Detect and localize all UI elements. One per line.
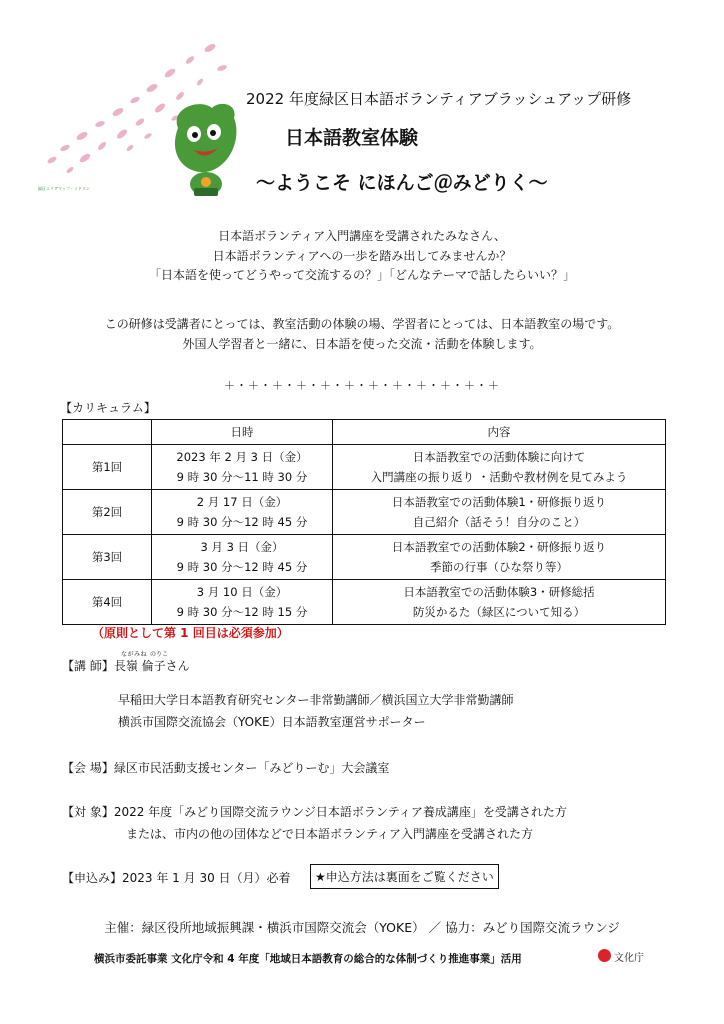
round-cell: 第1回 [63, 445, 152, 490]
content-line: 防災かるた（緑区について知る） [412, 605, 586, 619]
time-text: 9 時 30 分～11 時 30 分 [176, 470, 308, 484]
page-subtitle: ～ようこそ にほんご＠みどりく～ [256, 172, 548, 194]
content-cell [333, 490, 666, 535]
date-cell [152, 580, 333, 625]
content-line: 日本語教室での活動体験1・研修振り返り [391, 495, 607, 509]
intro-paragraph [0, 227, 724, 286]
bunkacho-logo-mark-icon [598, 949, 611, 962]
lecturer-affiliation: 早稲田大学日本語教育研究センター非常勤講師／横浜国立大学非常勤講師 [118, 693, 514, 707]
apply-method-box: ★申込方法は裏面をご覧ください [310, 864, 499, 889]
venue-label: 【会 場】 [62, 761, 114, 775]
date-cell [152, 445, 333, 490]
lecturer-name: 長嶺 倫子さん [113, 659, 190, 673]
small-logo-text: 緑区エリアマップ・ミドリン [38, 186, 90, 191]
bunkacho-logo-text: 文化庁 [614, 953, 644, 964]
date-cell [152, 490, 333, 535]
content-cell [333, 580, 666, 625]
date-text: 3 月 3 日（金） [200, 540, 284, 554]
venue-row [62, 759, 389, 776]
table-header-cell: 日時 [152, 420, 333, 445]
content-cell [333, 445, 666, 490]
commission-line: 横浜市委託事業 文化庁令和 4 年度「地域日本語教育の総合的な体制づくり推進事業」活用 [94, 953, 522, 965]
purpose-line: 外国人学習者と一緒に、日本語を使った交流・活動を体験します。 [182, 336, 542, 351]
curriculum-table [62, 419, 666, 625]
intro-line: 「日本語を使ってどうやって交流するの？」「どんなテーマで話したらいい？」 [148, 268, 575, 282]
round-cell: 第3回 [63, 535, 152, 580]
table-row [63, 445, 666, 490]
apply-deadline: 2023 年 1 月 30 日（月）必着 [122, 871, 291, 885]
intro-line: 日本語ボランティア入門講座を受講されたみなさん、 [218, 229, 506, 243]
content-line: 日本語教室での活動体験に向けて [412, 450, 586, 464]
lecturer-ruby-given: のりこ [150, 651, 169, 658]
content-line: 日本語教室での活動体験3・研修総括 [403, 585, 595, 599]
lecturer-label: 【講 師】 [62, 659, 114, 673]
green-mascot-character-illustration [160, 98, 242, 198]
table-row [63, 535, 666, 580]
curriculum-label: 【カリキュラム】 [60, 401, 156, 415]
content-line: 季節の行事（ひな祭り等） [430, 560, 568, 574]
table-row [63, 580, 666, 625]
table-row [63, 490, 666, 535]
date-text: 2 月 17 日（金） [196, 495, 288, 509]
lecturer-row [62, 657, 190, 674]
round-cell: 第4回 [63, 580, 152, 625]
lecturer-ruby-family: ながみね [121, 651, 148, 658]
table-header-row [63, 420, 666, 445]
apply-label: 【申込み】 [62, 871, 123, 885]
page-title: 日本語教室体験 [285, 127, 419, 149]
purpose-line: この研修は受講者にとっては、教室活動の体験の場、学習者にとっては、日本語教室の場です。 [104, 317, 620, 331]
content-line: 自己紹介（話そう！自分のこと） [412, 515, 586, 529]
apply-row [62, 869, 291, 886]
bunkacho-logo [598, 948, 652, 964]
round-cell: 第2回 [63, 490, 152, 535]
time-text: 9 時 30 分～12 時 45 分 [176, 515, 308, 529]
venue-text: 緑区市民活動支援センター「みどりーむ」大会議室 [113, 761, 390, 775]
date-text: 3 月 10 日（金） [196, 585, 288, 599]
organizers-line: 主催：緑区役所地域振興課・横浜市国際交流会（YOKE） ／ 協力：みどり国際交流ラウンジ [104, 920, 620, 935]
lecturer-affiliation: 横浜市国際交流協会（YOKE）日本語教室運営サポーター [118, 715, 426, 729]
date-text: 2023 年 2 月 3 日（金） [176, 450, 308, 464]
time-text: 9 時 30 分～12 時 15 分 [176, 605, 308, 619]
target-row [62, 803, 567, 820]
mandatory-note: （原則として第 1 回目は必須参加） [92, 626, 289, 640]
decorative-divider: ＋・＋・＋・＋・＋・＋・＋・＋・＋・＋・＋・＋ [224, 379, 500, 392]
time-text: 9 時 30 分～12 時 45 分 [176, 560, 308, 574]
table-header-cell [63, 420, 152, 445]
purpose-paragraph [0, 315, 724, 354]
target-text-continued: または、市内の他の団体などで日本語ボランティア入門講座を受講された方 [126, 827, 534, 841]
content-cell [333, 535, 666, 580]
content-line: 入門講座の振り返り ・活動や教材例を見てみよう [370, 470, 628, 484]
target-text: 2022 年度「みどり国際交流ラウンジ日本語ボランティア養成講座」を受講された方 [113, 805, 567, 819]
content-line: 日本語教室での活動体験2・研修振り返り [391, 540, 607, 554]
date-cell [152, 535, 333, 580]
intro-line: 日本語ボランティアへの一歩を踏み出してみませんか？ [212, 248, 512, 263]
target-label: 【対 象】 [62, 805, 114, 819]
table-header-cell: 内容 [333, 420, 666, 445]
event-header-line: 2022 年度緑区日本語ボランティアブラッシュアップ研修 [246, 90, 632, 108]
